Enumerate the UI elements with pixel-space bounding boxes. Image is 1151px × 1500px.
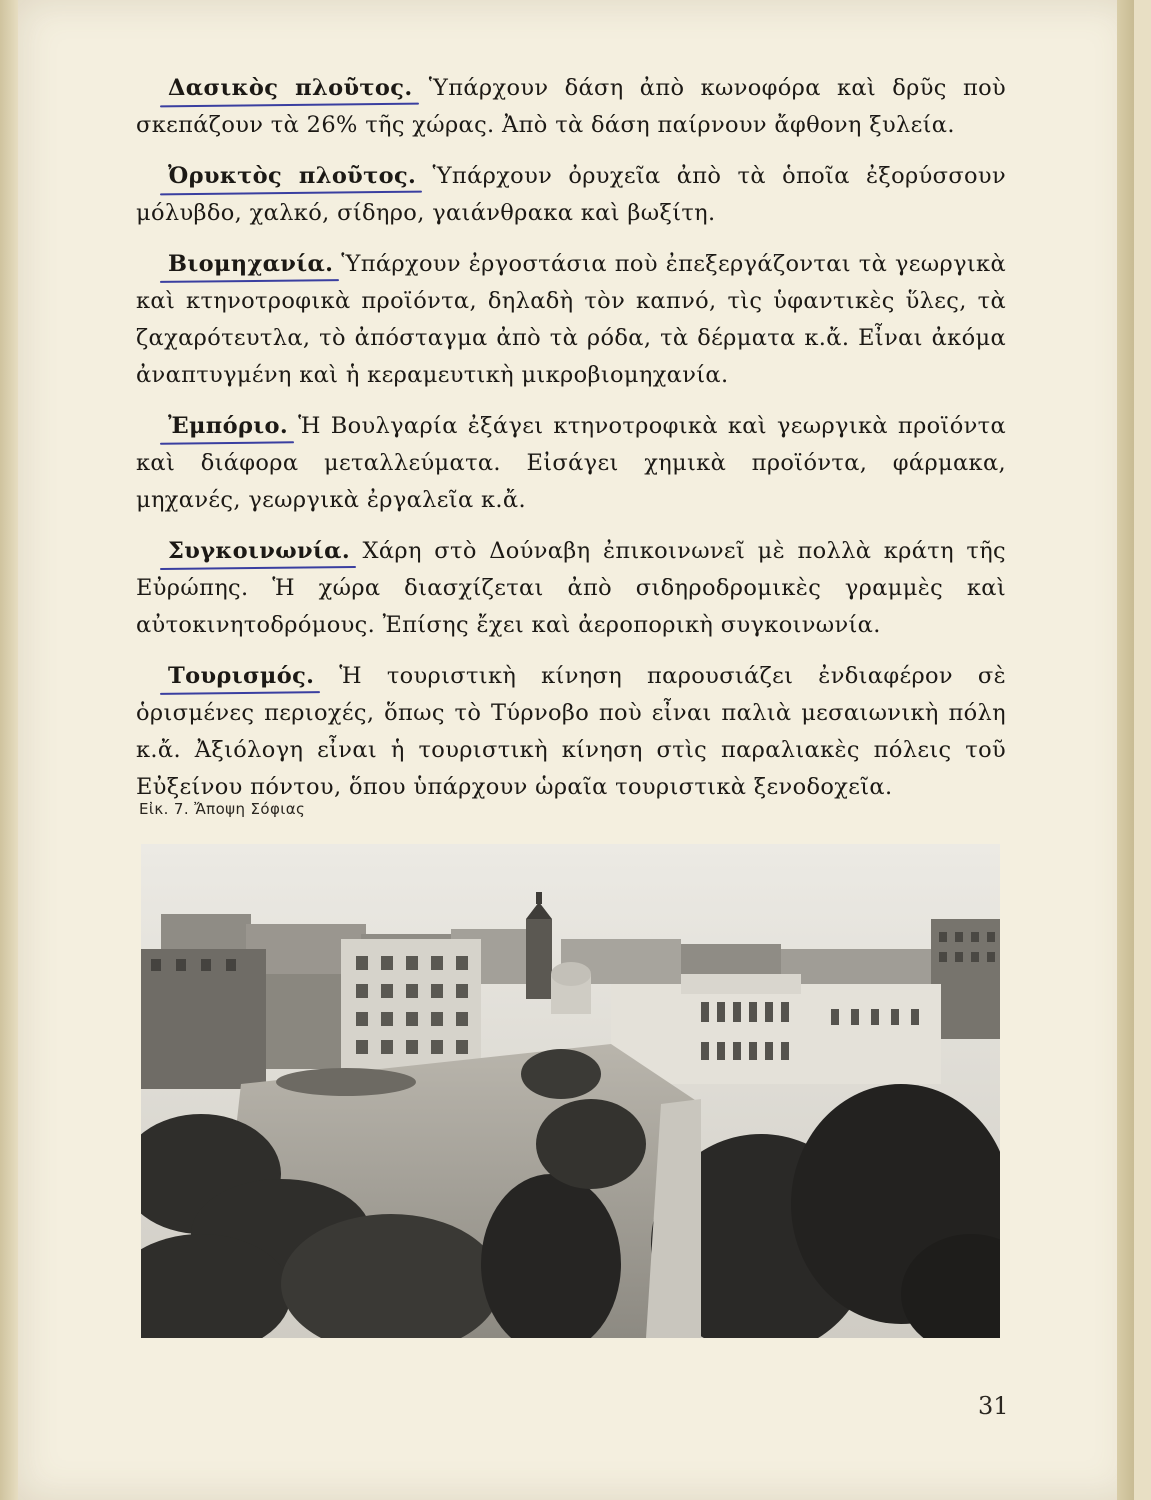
paragraph-heading: Ὀρυκτὸς πλοῦτος. <box>168 163 417 189</box>
paragraph-tourism <box>136 658 1006 806</box>
paragraph-heading: Βιομηχανία. <box>168 251 334 277</box>
paragraph-forest-wealth <box>136 70 1006 144</box>
paragraph-text: Ὑπάρχουν ἐργοστάσια ποὺ ἐπεξεργάζονται τὰ γεωργικὰ καὶ κτηνοτροφικὰ προϊόντα, δηλαδὴ τὸν καπνό, τὶς ὑφαντικὲς ὕλες, τὰ ζαχαρότευτλα, τὸ ἀπόσταγμα ἀπὸ τὰ ρόδα, τὰ δέρματα κ.ἄ. Εἶναι ἀκόμα ἀναπτυγμένη καὶ ἡ κεραμευτικὴ μικροβιομηχανία. <box>136 251 1006 388</box>
figure-caption: Εἰκ. 7. Ἄποψη Σόφιας <box>139 800 306 818</box>
paragraph-industry <box>136 246 1006 394</box>
paragraph-text: Ὑπάρχουν ὀρυχεῖα ἀπὸ τὰ ὁποῖα ἐξορύσσουν μόλυβδο, χαλκό, σίδηρο, γαιάνθρακα καὶ βωξίτη. <box>136 163 1006 226</box>
paragraph-heading: Ἐμπόριο. <box>168 413 289 439</box>
paragraph-text: Ἡ Βουλγαρία ἐξάγει κτηνοτροφικὰ καὶ γεωργικὰ προϊόντα καὶ διάφορα μεταλλεύματα. Εἰσάγει χημικὰ προϊόντα, φάρμακα, μηχανές, γεωργικὰ ἐργαλεῖα κ.ἄ. <box>136 413 1006 513</box>
page-number: 31 <box>978 1392 1009 1420</box>
paragraph-heading: Τουρισμός. <box>168 663 315 689</box>
paragraph-trade <box>136 408 1006 519</box>
body-text <box>136 70 1006 820</box>
page-left-edge <box>0 0 18 1500</box>
paragraph-text: Ὑπάρχουν δάση ἀπὸ κωνοφόρα καὶ δρῦς ποὺ σκεπάζουν τὰ 26% τῆς χώρας. Ἀπὸ τὰ δάση παίρνουν ἄφθονη ξυλεία. <box>136 75 1007 138</box>
paragraph-heading: Συγκοινωνία. <box>168 538 351 564</box>
paragraph-heading: Δασικὸς πλοῦτος. <box>168 75 413 101</box>
photo-sofia-view <box>141 844 1000 1338</box>
city-photo-illustration <box>141 844 1000 1338</box>
paragraph-text: Χάρη στὸ Δούναβη ἐπικοινωνεῖ μὲ πολλὰ κράτη τῆς Εὐρώπης. Ἡ χώρα διασχίζεται ἀπὸ σιδηροδρομικὲς γραμμὲς καὶ αὐτοκινητοδρόμους. Ἐπίσης ἔχει καὶ ἀεροπορικὴ συγκοινωνία. <box>136 538 1006 638</box>
paragraph-transport <box>136 533 1006 644</box>
right-building <box>931 919 1000 1039</box>
monument-base <box>276 1068 416 1096</box>
paragraph-text: Ἡ τουριστικὴ κίνηση παρουσιάζει ἐνδιαφέρον σὲ ὁρισμένες περιοχές, ὅπως τὸ Τύρνοβο ποὺ εἶναι παλιὰ μεσαιωνικὴ πόλη κ.ἄ. Ἀξιόλογη εἶναι ἡ τουριστικὴ κίνηση στὶς παραλιακὲς πόλεις τοῦ Εὐξείνου πόντου, ὅπου ὑπάρχουν ὡραῖα τουριστικὰ ξενοδοχεῖα. <box>136 663 1006 800</box>
book-spine <box>1117 0 1134 1500</box>
paragraph-mineral-wealth <box>136 158 1006 232</box>
